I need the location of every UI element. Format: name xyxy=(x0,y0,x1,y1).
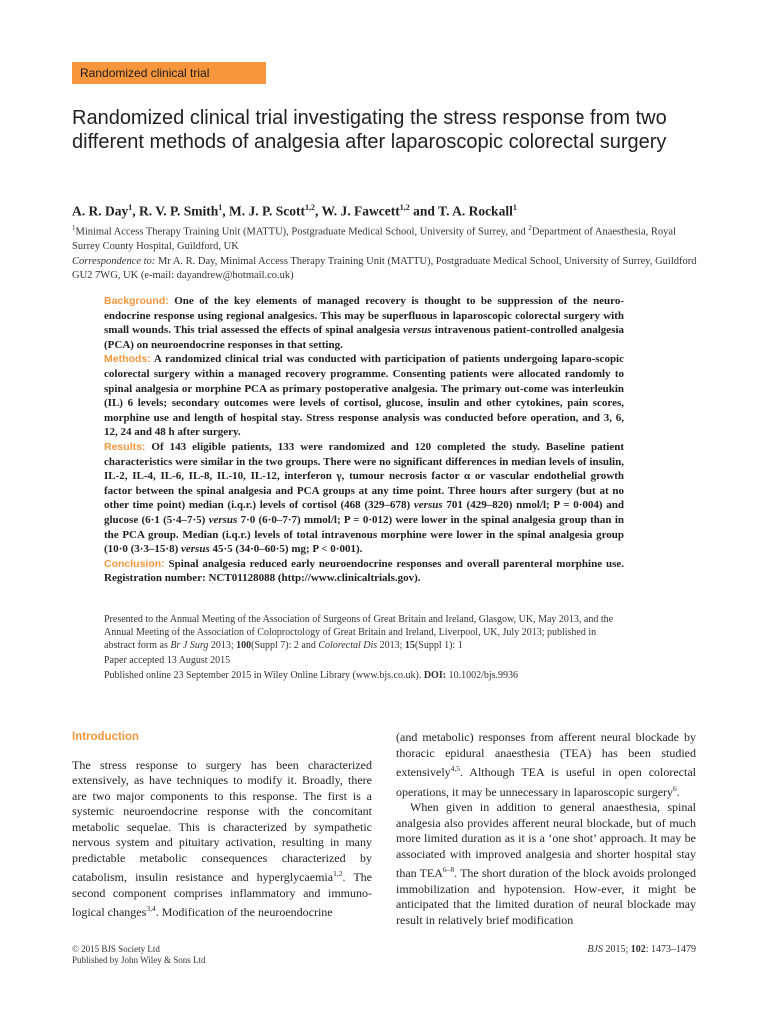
author-affiliation-ref: 1 xyxy=(218,203,223,212)
accepted-date: Paper accepted 13 August 2015 xyxy=(104,655,231,666)
author-affiliation-ref: 1,2 xyxy=(305,203,316,212)
correspondence: Correspondence to: Mr A. R. Day, Minimal Access Therapy Training Unit (MATTU), Postgraduate Medical School, University of Surrey, Guildford GU2 7WG, UK (e-mail: dayandrew@hotmail.co.uk) xyxy=(72,255,697,281)
citation-ref: 4,5 xyxy=(450,764,461,773)
published-online: Published online 23 September 2015 in Wiley Online Library (www.bjs.co.uk). DOI: 10.1002/bjs.9936 xyxy=(104,670,519,681)
citation-ref: 6 xyxy=(673,783,677,793)
author-name: T. A. Rockall xyxy=(438,203,513,219)
section-tag: Randomized clinical trial xyxy=(72,62,266,84)
author-affiliation-ref: 1 xyxy=(128,203,133,212)
footer-citation: BJS 2015; 102: 1473–1479 xyxy=(587,944,696,955)
section-heading-introduction: Introduction xyxy=(72,731,140,743)
abstract-conclusion: Conclusion: Spinal analgesia reduced early neuroendocrine responses and overall parenteral morphine use. Registration number: NCT01128088 (http://www.clinicaltrials.gov). xyxy=(104,557,624,585)
copyright-line: © 2015 BJS Society Ltd xyxy=(72,944,160,954)
presentation-note: Presented to the Annual Meeting of the Association of Surgeons of Great Britain and Ireland, Glasgow, UK, May 2013, and the Annual Meeting of the Association of Coloproctology of Great Britain and Ireland, Liverpool, UK, July 2013; published in abstract form as Br J Surg 2013; 100(Suppl 7): 2 and Colorectal Dis 2013; 15(Suppl 1): 1 xyxy=(104,614,614,651)
body-paragraph: (and metabolic) responses from afferent neural blockade by thoracic epidural anaesthesia (TEA) has been studied extensively$^{4,5}$. Although TEA is useful in open colorectal operations, it may be unnecessary in laparoscopic surgery$^6$. xyxy=(396,730,696,799)
author-name: A. R. Day xyxy=(72,203,129,219)
footer-copyright xyxy=(72,944,322,966)
author-name: M. J. P. Scott xyxy=(229,203,306,219)
body-paragraph: When given in addition to general anaesthesia, spinal analgesia also provides afferent neural blockade, but of much more limited duration as it is a ‘one shot’ approach. It may be associated with improved analgesia and shorter hospital stay than TEA$^{6-8}$. The short duration of the block avoids prolonged immobilization and hypotension. How-ever, it might be anticipated that the limited duration of neural blockade may result in relatively brief modification xyxy=(396,800,697,927)
citation-ref: 3,4 xyxy=(146,904,156,913)
citation-ref: 1,2 xyxy=(333,869,343,878)
abstract xyxy=(104,294,624,586)
affiliation-line: $^1$Minimal Access Therapy Training Unit (MATTU), Postgraduate Medical School, University of Surrey, and $^2$Department of Anaesthesia, Royal Surrey County Hospital, Guildford, UK xyxy=(72,224,676,252)
author-affiliation-ref: 1 xyxy=(512,203,517,212)
abstract-background: Background: One of the key elements of managed recovery is thought to be suppression of the neuro-endocrine response using regional analgesics. This may be superfluous in laparoscopic colorectal surgery with small wounds. This trial assessed the effects of spinal analgesia versus intravenous patient-controlled analgesia (PCA) on neuroendocrine responses in that setting. xyxy=(104,295,625,351)
publication-notes xyxy=(104,613,624,684)
publisher-line: Published by John Wiley & Sons Ltd xyxy=(72,955,206,965)
body-column-left xyxy=(72,730,372,921)
journal-volume: 102 xyxy=(630,944,646,955)
body-paragraph: The stress response to surgery has been characterized extensively, as have techniques to modify it. Broadly, there are two major components to this response. The first is a systemic neuroendocrine response with the concomitant metabolic sequelae. This is characterized by sympathetic nervous system and pituitary activation, resulting in many predictable metabolic consequences characterized by catabolism, insulin resistance and hyperglycaemia$^{1,2}$. The second component comprises inflammatory and immuno-logical changes$^{3,4}$. Modification of the neuroendocrine xyxy=(72,757,372,919)
author-name: W. J. Fawcett xyxy=(321,203,400,219)
author-affiliation-ref: 1,2 xyxy=(399,203,410,212)
author-name: R. V. P. Smith xyxy=(139,203,219,219)
abstract-methods: Methods: A randomized clinical trial was conducted with participation of patients undergoing laparo-scopic colorectal surgery within a managed recovery programme. Consenting patients were allocated randomly to spinal analgesia or morphine PCA as primary postoperative analgesia. The primary out-come was interleukin (IL) 6 levels; secondary outcomes were levels of cortisol, glucose, insulin and other cytokines, pain scores, morphine use and length of hospital stay. Stress response analysis was conducted before operation, and 3, 6, 12, 24 and 48 h after surgery. xyxy=(104,353,624,439)
author-list: A. R. Day$^1$, R. V. P. Smith$^1$, M. J. P. Scott$^{1,2}$, W. J. Fawcett$^{1,2}$ and T. A. Rockall$^1$ xyxy=(72,203,517,219)
journal-name: BJS xyxy=(587,944,603,955)
abstract-results: Results: Of 143 eligible patients, 133 were randomized and 120 completed the study. Baseline patient characteristics were similar in the two groups. There were no significant differences in median levels of insulin, IL-2, IL-4, IL-6, IL-8, IL-10, IL-12, interferon γ, tumour necrosis factor α or vascular endothelial growth factor between the spinal analgesia and PCA groups at any time point. Three hours after surgery (but at no other time point) median (i.q.r.) levels of cortisol (468 (329–678) versus 701 (429–820) nmol/l; P = 0·004) and glucose (6·1 (5·4–7·5) versus 7·0 (6·0–7·7) mmol/l; P = 0·012) were lower in the spinal analgesia group than in the PCA group. Median (i.q.r.) levels of total intravenous morphine were lower in the spinal analgesia group (10·0 (3·3–15·8) versus 45·5 (34·0–60·5) mg; P < 0·001). xyxy=(104,440,624,556)
affiliations xyxy=(72,221,700,283)
article-title: Randomized clinical trial investigating the stress response from two different methods of analgesia after laparoscopic colorectal surgery xyxy=(72,107,667,153)
citation-ref: 6–8 xyxy=(442,865,455,874)
body-column-right xyxy=(396,730,696,928)
